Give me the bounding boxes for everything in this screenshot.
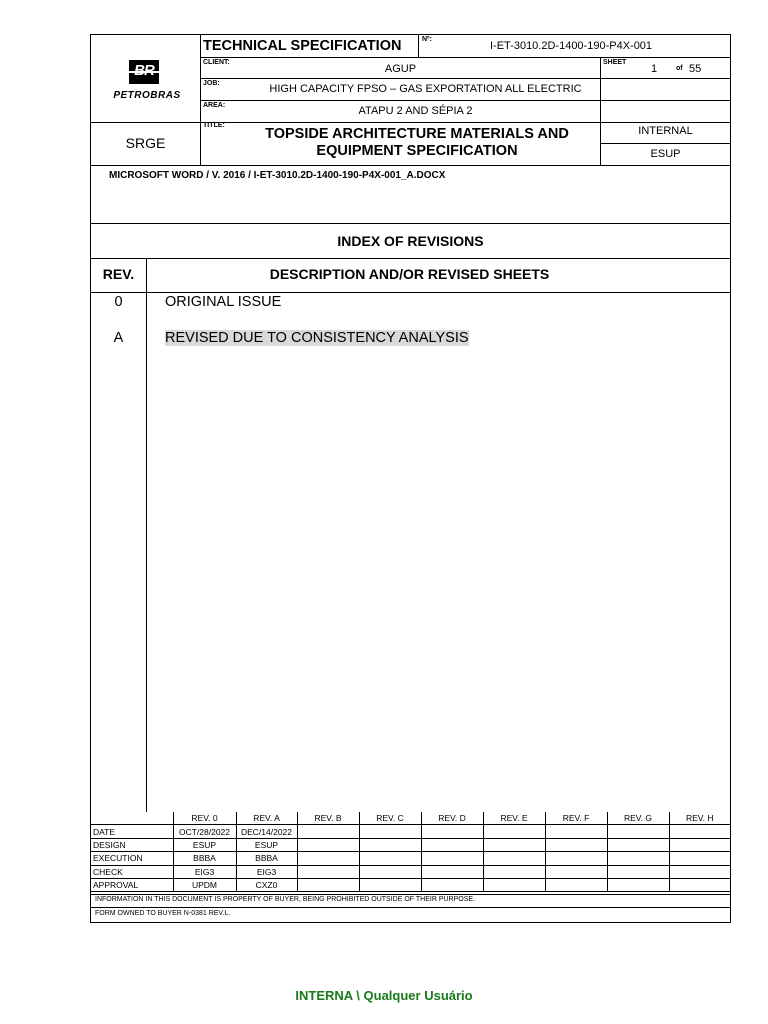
rev-column-divider [146, 259, 147, 812]
table-row [91, 865, 730, 878]
esup-value: ESUP [650, 148, 681, 160]
row-label: CHECK [91, 865, 173, 878]
document-number: I-ET-3010.2D-1400-190-P4X-001 [490, 40, 653, 52]
table-cell [297, 825, 359, 838]
table-cell [607, 838, 669, 851]
table-row [91, 838, 730, 851]
revision-code: 0 [114, 294, 123, 310]
col-header-divider [91, 292, 730, 293]
table-column-header: REV. G [607, 812, 669, 825]
petrobras-logo [129, 60, 159, 84]
table-header-row [91, 812, 730, 825]
table-cell [483, 852, 545, 865]
table-column-header: REV. B [297, 812, 359, 825]
document-title [201, 126, 633, 160]
table-cell [669, 878, 730, 891]
table-cell [421, 838, 483, 851]
table-cell [483, 838, 545, 851]
table-cell [297, 878, 359, 891]
row1-divider [201, 57, 730, 58]
job-label: JOB: [203, 80, 220, 87]
table-column-header: REV. D [421, 812, 483, 825]
client-label: CLIENT: [203, 59, 230, 66]
table-cell [669, 838, 730, 851]
title-line-1: TOPSIDE ARCHITECTURE MATERIALS AND [265, 126, 569, 142]
table-cell [359, 878, 421, 891]
header-bottom-divider [91, 122, 730, 123]
table-cell: UPDM [173, 878, 236, 891]
row-label: DATE [91, 825, 173, 838]
table-cell: BBBA [236, 852, 297, 865]
table-cell [545, 825, 607, 838]
table-cell [607, 852, 669, 865]
table-cell [359, 838, 421, 851]
table-column-header: REV. E [483, 812, 545, 825]
client-value: AGUP [384, 63, 417, 75]
row3-divider [201, 100, 730, 101]
revision-description: ORIGINAL ISSUE [165, 294, 282, 310]
file-bottom-divider [91, 223, 730, 224]
table-corner [91, 812, 173, 825]
table-cell: BBBA [173, 852, 236, 865]
table-row [91, 852, 730, 865]
area-value: ATAPU 2 AND SÉPIA 2 [358, 105, 473, 117]
title-line-2: EQUIPMENT SPECIFICATION [316, 143, 518, 159]
rev-column-header: REV. [102, 266, 135, 282]
job-value: HIGH CAPACITY FPSO – GAS EXPORTATION ALL ELECTRIC [269, 83, 582, 95]
table-cell: ESUP [236, 838, 297, 851]
index-heading: INDEX OF REVISIONS [337, 233, 484, 249]
title-label: TITLE: [203, 122, 225, 129]
notes-middle-divider [91, 907, 730, 908]
table-cell [607, 825, 669, 838]
table-column-header: REV. H [669, 812, 730, 825]
table-column-header: REV. C [359, 812, 421, 825]
company-name: PETROBRAS [113, 90, 181, 101]
table-cell [421, 852, 483, 865]
row-label: DESIGN [91, 838, 173, 851]
table-column-header: REV. 0 [173, 812, 236, 825]
row-label: APPROVAL [91, 878, 173, 891]
table-cell [483, 865, 545, 878]
revision-description: REVISED DUE TO CONSISTENCY ANALYSIS [165, 330, 469, 346]
table-cell [669, 865, 730, 878]
table-column-header: REV. A [236, 812, 297, 825]
area-label: AREA: [203, 102, 226, 109]
sheet-number: 1 [651, 63, 658, 75]
table-cell [359, 852, 421, 865]
index-bottom-divider [91, 258, 730, 259]
row2-divider [201, 78, 730, 79]
number-divider [418, 35, 419, 57]
row-label: EXECUTION [91, 852, 173, 865]
number-label: Nº: [422, 36, 432, 43]
sheet-total: 55 [689, 63, 702, 75]
description-column-header: DESCRIPTION AND/OR REVISED SHEETS [269, 266, 550, 282]
page-frame [90, 34, 731, 923]
table-cell [545, 878, 607, 891]
table-cell: OCT/28/2022 [173, 825, 236, 838]
table-cell: ESUP [173, 838, 236, 851]
table-cell [297, 865, 359, 878]
title-bottom-divider [91, 165, 730, 166]
table-cell [297, 838, 359, 851]
table-cell [607, 865, 669, 878]
srge-label: SRGE [125, 135, 166, 151]
table-cell [545, 838, 607, 851]
table-cell [669, 852, 730, 865]
table-cell [483, 825, 545, 838]
file-line: MICROSOFT WORD / V. 2016 / I-ET-3010.2D-1400-190-P4X-001_A.DOCX [109, 170, 446, 181]
table-cell [297, 852, 359, 865]
table-cell [359, 865, 421, 878]
table-cell [545, 852, 607, 865]
table-cell [359, 825, 421, 838]
revision-signoff-table [91, 812, 730, 892]
table-cell: CXZ0 [236, 878, 297, 891]
property-notice: INFORMATION IN THIS DOCUMENT IS PROPERTY OF BUYER, BEING PROHIBITED OUTSIDE OF THEIR PURPOSE. [95, 896, 475, 903]
table-cell [421, 865, 483, 878]
sheet-label: SHEET [603, 59, 627, 66]
table-cell [545, 865, 607, 878]
form-notice: FORM OWNED TO BUYER N-0381 REV.L. [95, 910, 231, 917]
classification-value: INTERNAL [638, 125, 693, 137]
table-cell [483, 878, 545, 891]
table-column-header: REV. F [545, 812, 607, 825]
table-cell [607, 878, 669, 891]
table-cell [421, 878, 483, 891]
notes-top-divider [91, 894, 730, 895]
table-cell: EIG3 [236, 865, 297, 878]
doc-type: TECHNICAL SPECIFICATION [203, 38, 402, 54]
table-cell: EIG3 [173, 865, 236, 878]
of-label: of [676, 65, 683, 72]
classification-footer: INTERNA \ Qualquer Usuário [295, 988, 473, 1003]
table-cell [669, 825, 730, 838]
table-cell [421, 825, 483, 838]
logo-text: BR [134, 62, 154, 79]
table-cell: DEC/14/2022 [236, 825, 297, 838]
revision-code: A [113, 330, 124, 346]
table-row [91, 825, 730, 838]
table-row [91, 878, 730, 891]
